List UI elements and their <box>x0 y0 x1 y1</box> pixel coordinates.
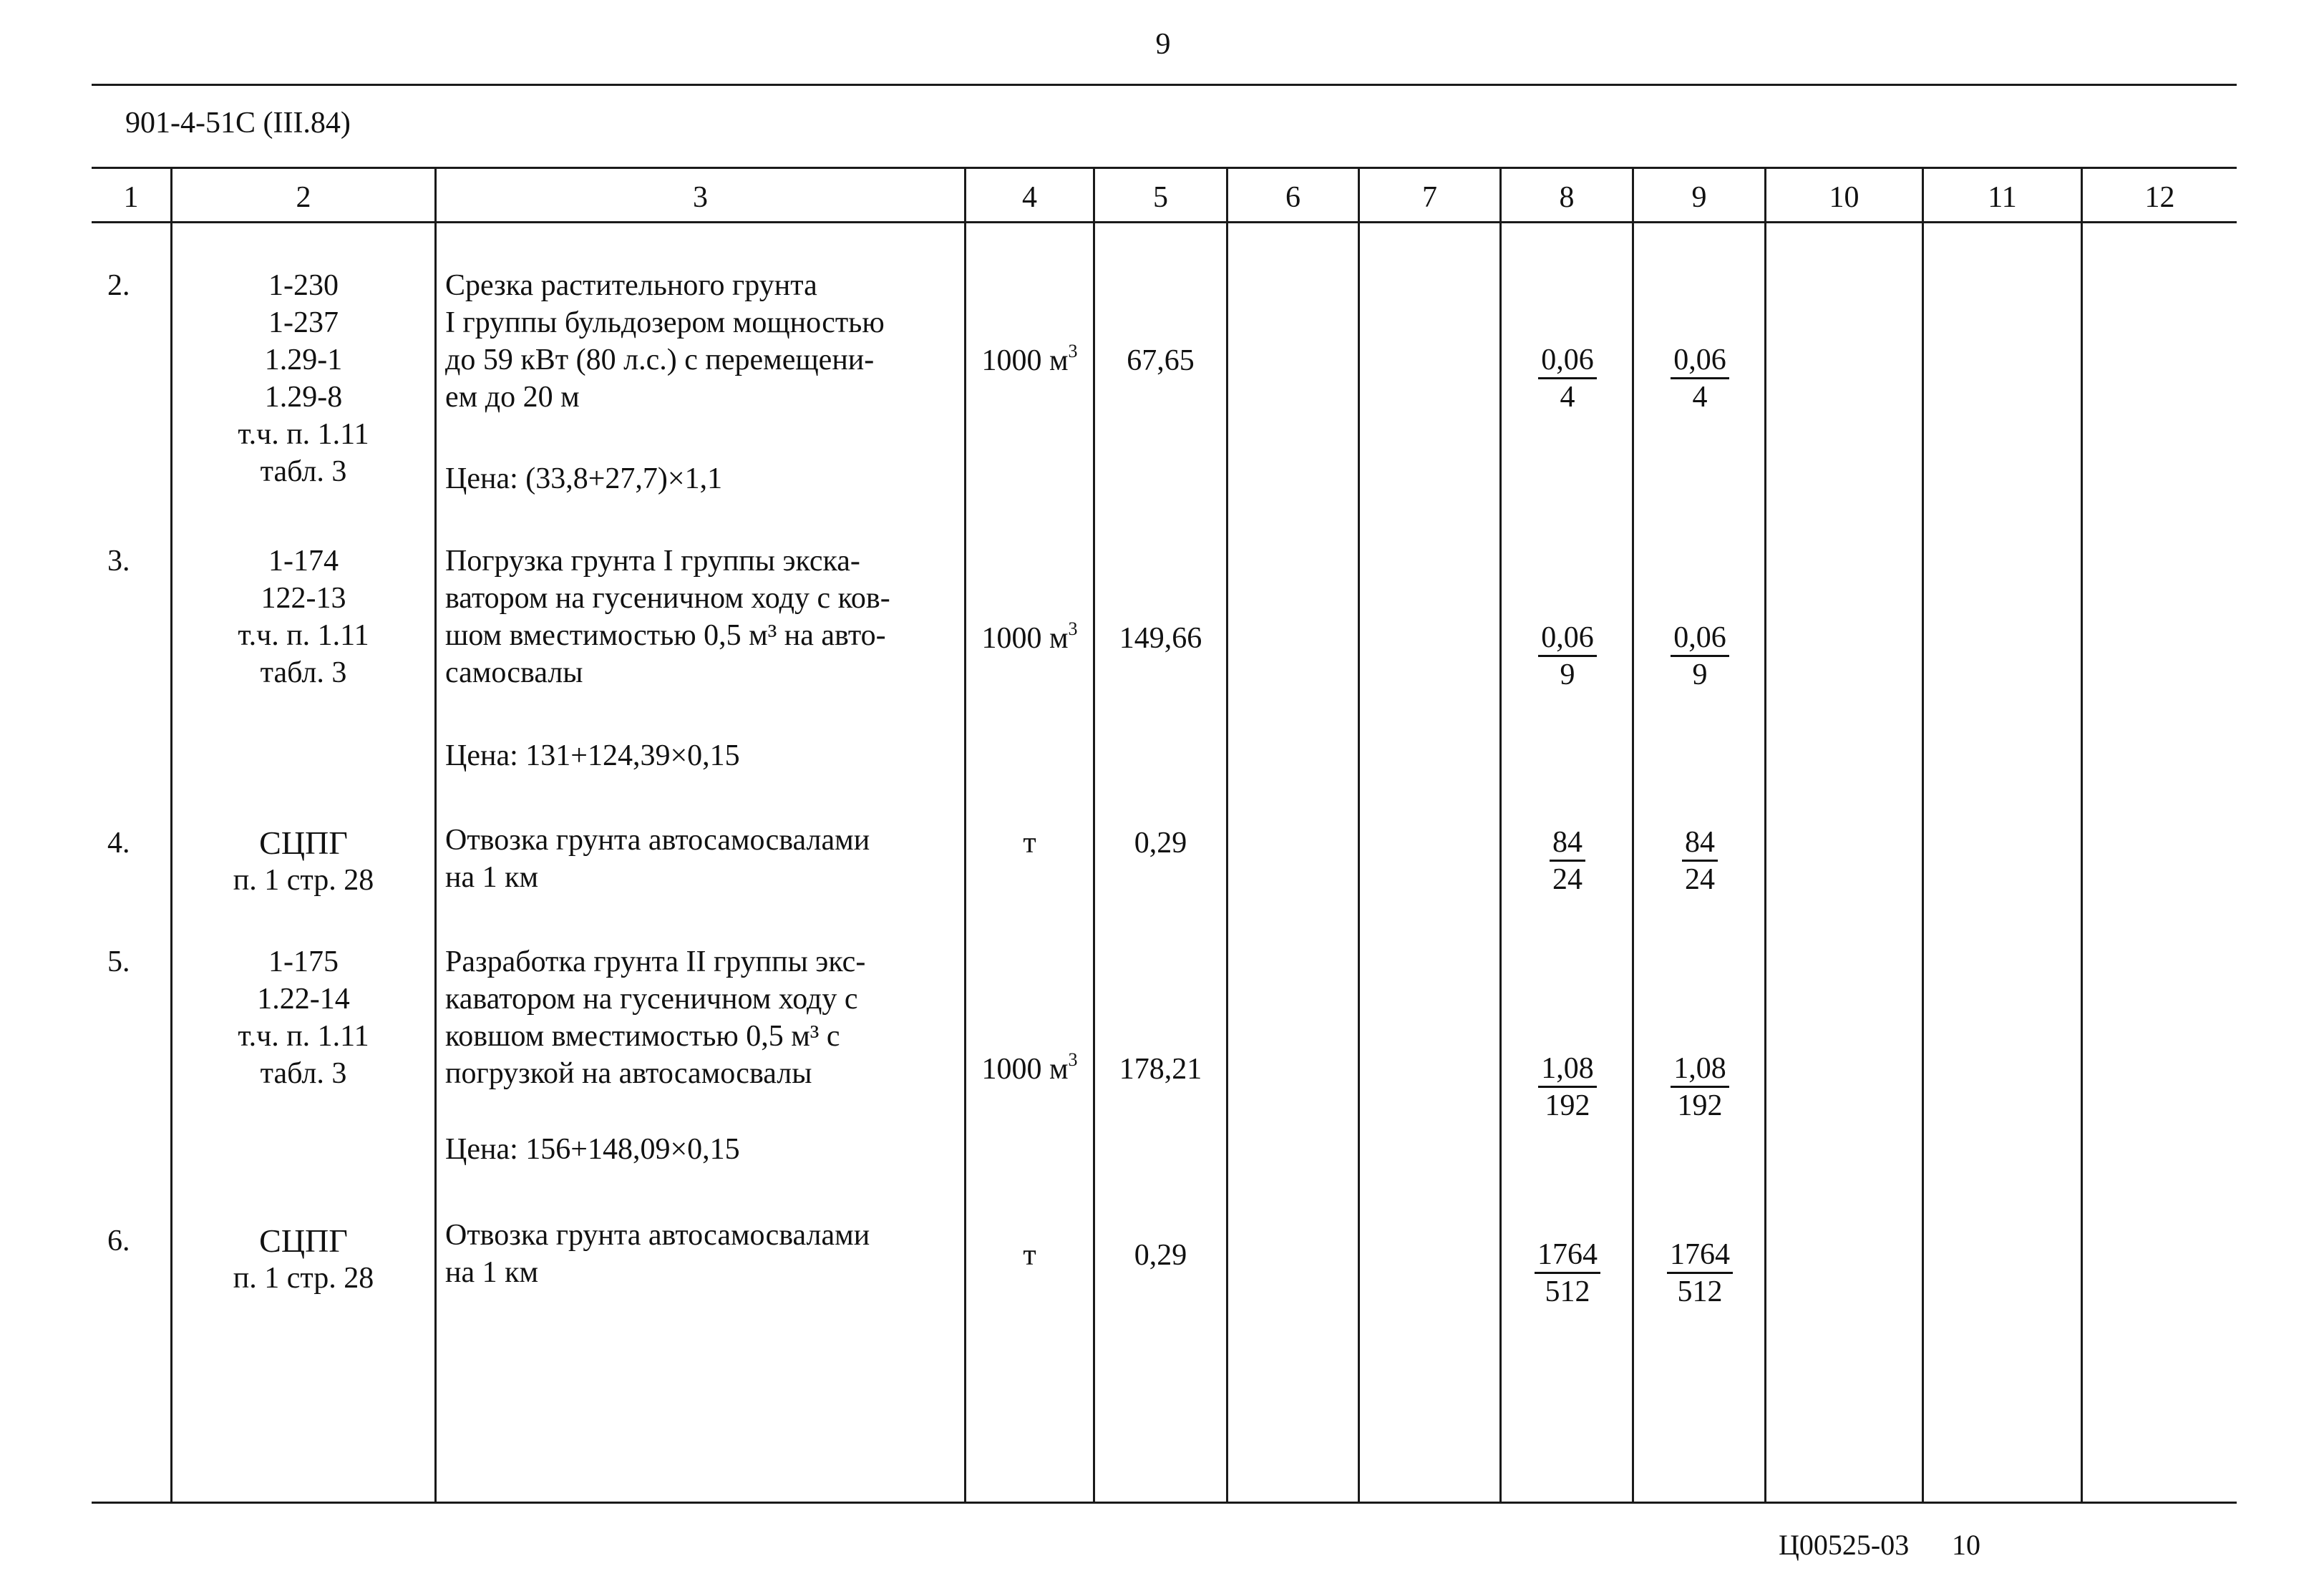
fraction-numerator: 1,08 <box>1671 1051 1729 1088</box>
row-col9-fraction <box>1657 342 1743 415</box>
document-code: 901-4-51С (III.84) <box>125 107 351 140</box>
row-unit <box>966 824 1093 862</box>
row-number: 5. <box>107 945 130 978</box>
ref-line: 122-13 <box>261 582 346 615</box>
unit-text: 1000 м <box>981 1053 1069 1086</box>
fraction-denominator: 512 <box>1677 1275 1723 1308</box>
desc-line: ковшом вместимостью 0,5 м³ с <box>445 1020 840 1053</box>
row-quantity: 67,65 <box>1127 344 1195 377</box>
column-number-12: 12 <box>2144 181 2175 214</box>
column-number-9: 9 <box>1691 181 1707 214</box>
ref-line: т.ч. п. 1.11 <box>238 619 369 652</box>
desc-line: на 1 км <box>445 1256 539 1289</box>
fraction-numerator: 0,06 <box>1671 621 1729 657</box>
fraction-numerator: 0,06 <box>1538 343 1597 379</box>
ref-line: 1-174 <box>268 545 339 578</box>
row-unit <box>966 620 1093 657</box>
footer-sheet-number: 10 <box>1952 1529 1980 1561</box>
fraction-numerator: 84 <box>1550 825 1585 862</box>
row-col8-fraction <box>1525 620 1610 693</box>
row-col8-fraction <box>1525 824 1610 897</box>
row-col8-fraction <box>1525 1237 1610 1310</box>
row-col9-fraction <box>1657 824 1743 897</box>
row-unit <box>966 1051 1093 1088</box>
unit-superscript: 3 <box>1068 1049 1078 1070</box>
column-number-2: 2 <box>296 181 311 214</box>
fraction-numerator: 1764 <box>1535 1237 1600 1274</box>
table-bottom-border <box>92 1502 2237 1504</box>
row-col9-fraction <box>1657 1051 1743 1124</box>
row-description <box>445 943 957 1092</box>
row-col9-fraction <box>1657 1237 1743 1310</box>
column-number-11: 11 <box>1988 181 2017 214</box>
col-divider-7 <box>1499 167 1502 1504</box>
unit-text: 1000 м <box>981 344 1069 377</box>
ref-line: т.ч. п. 1.11 <box>238 418 369 451</box>
header-bottom-border <box>92 221 2237 223</box>
desc-line: на 1 км <box>445 861 539 894</box>
row-description <box>445 1217 957 1291</box>
desc-line: ем до 20 м <box>445 381 580 414</box>
row-number: 3. <box>107 545 130 578</box>
desc-line: Погрузка грунта I группы экска- <box>445 545 860 578</box>
fraction-numerator: 1,08 <box>1538 1051 1597 1088</box>
ref-line: 1-230 <box>268 269 339 302</box>
desc-line: ватором на гусеничном ходу с ков- <box>445 582 890 615</box>
unit-text: т <box>1023 827 1036 860</box>
fraction-denominator: 4 <box>1560 381 1575 414</box>
row-unit <box>966 1237 1093 1274</box>
row-price: Цена: 131+124,39×0,15 <box>445 739 740 772</box>
row-refs <box>172 267 434 490</box>
fraction-denominator: 24 <box>1552 863 1582 896</box>
desc-line: Отвозка грунта автосамосвалами <box>445 1219 870 1252</box>
row-quantity: 149,66 <box>1119 622 1202 655</box>
column-number-1: 1 <box>123 181 139 214</box>
row-description <box>445 543 957 691</box>
desc-line: каватором на гусеничном ходу с <box>445 983 858 1016</box>
ref-line: т.ч. п. 1.11 <box>238 1020 369 1053</box>
ref-line: СЦПГ <box>259 1222 348 1259</box>
fraction-denominator: 192 <box>1677 1089 1723 1122</box>
row-col8-fraction <box>1525 342 1610 415</box>
col-divider-5 <box>1226 167 1228 1504</box>
col-divider-6 <box>1358 167 1360 1504</box>
footer-code: Ц00525-03 <box>1779 1529 1910 1561</box>
column-number-4: 4 <box>1022 181 1037 214</box>
fraction-numerator: 1764 <box>1667 1237 1733 1274</box>
desc-line: самосвалы <box>445 656 583 689</box>
fraction-numerator: 0,06 <box>1671 343 1729 379</box>
desc-line: до 59 кВт (80 л.с.) с перемещени- <box>445 344 875 376</box>
fraction-denominator: 9 <box>1692 658 1708 691</box>
ref-line: табл. 3 <box>260 455 347 488</box>
col-divider-11 <box>2081 167 2083 1504</box>
desc-line: I группы бульдозером мощностью <box>445 306 885 339</box>
row-refs <box>172 943 434 1092</box>
ref-line: табл. 3 <box>260 1057 347 1090</box>
column-number-7: 7 <box>1422 181 1437 214</box>
column-number-5: 5 <box>1153 181 1168 214</box>
column-number-6: 6 <box>1285 181 1300 214</box>
row-refs <box>172 824 434 899</box>
row-price: Цена: 156+148,09×0,15 <box>445 1133 740 1166</box>
row-number: 2. <box>107 269 130 302</box>
fraction-numerator: 84 <box>1682 825 1718 862</box>
column-number-8: 8 <box>1559 181 1575 214</box>
fraction-denominator: 4 <box>1692 381 1708 414</box>
table-top-border <box>92 167 2237 169</box>
unit-text: т <box>1023 1239 1036 1272</box>
fraction-denominator: 512 <box>1545 1275 1590 1308</box>
row-description <box>445 267 957 416</box>
ref-line: табл. 3 <box>260 656 347 689</box>
column-number-3: 3 <box>693 181 708 214</box>
row-refs <box>172 543 434 691</box>
row-unit <box>966 342 1093 379</box>
row-quantity: 0,29 <box>1134 1239 1187 1272</box>
unit-superscript: 3 <box>1068 618 1078 639</box>
column-number-10: 10 <box>1829 181 1859 214</box>
col-divider-2 <box>434 167 437 1504</box>
fraction-denominator: 24 <box>1685 863 1715 896</box>
row-col9-fraction <box>1657 620 1743 693</box>
fraction-denominator: 192 <box>1545 1089 1590 1122</box>
col-divider-9 <box>1764 167 1766 1504</box>
row-number: 6. <box>107 1225 130 1257</box>
fraction-numerator: 0,06 <box>1538 621 1597 657</box>
desc-line: Разработка грунта II группы экс- <box>445 945 866 978</box>
ref-line: 1-237 <box>268 306 339 339</box>
row-quantity: 178,21 <box>1119 1053 1202 1086</box>
fraction-denominator: 9 <box>1560 658 1575 691</box>
ref-line: 1.29-8 <box>264 381 343 414</box>
unit-superscript: 3 <box>1068 341 1078 361</box>
desc-line: шом вместимостью 0,5 м³ на авто- <box>445 619 886 652</box>
desc-line: Срезка растительного грунта <box>445 269 817 302</box>
col-divider-10 <box>1922 167 1924 1504</box>
unit-text: 1000 м <box>981 622 1069 655</box>
page-number: 9 <box>1155 28 1171 61</box>
ref-line: 1.29-1 <box>264 344 343 376</box>
desc-line: Отвозка грунта автосамосвалами <box>445 824 870 857</box>
row-price: Цена: (33,8+27,7)×1,1 <box>445 462 723 495</box>
row-number: 4. <box>107 827 130 860</box>
row-description <box>445 822 957 896</box>
row-col8-fraction <box>1525 1051 1610 1124</box>
desc-line: погрузкой на автосамосвалы <box>445 1057 812 1090</box>
col-divider-8 <box>1632 167 1634 1504</box>
top-rule <box>92 84 2237 86</box>
ref-line: СЦПГ <box>259 824 348 861</box>
ref-line: п. 1 стр. 28 <box>233 864 374 897</box>
ref-line: 1-175 <box>268 945 339 978</box>
row-refs <box>172 1222 434 1297</box>
row-quantity: 0,29 <box>1134 827 1187 860</box>
ref-line: 1.22-14 <box>257 983 350 1016</box>
ref-line: п. 1 стр. 28 <box>233 1262 374 1295</box>
